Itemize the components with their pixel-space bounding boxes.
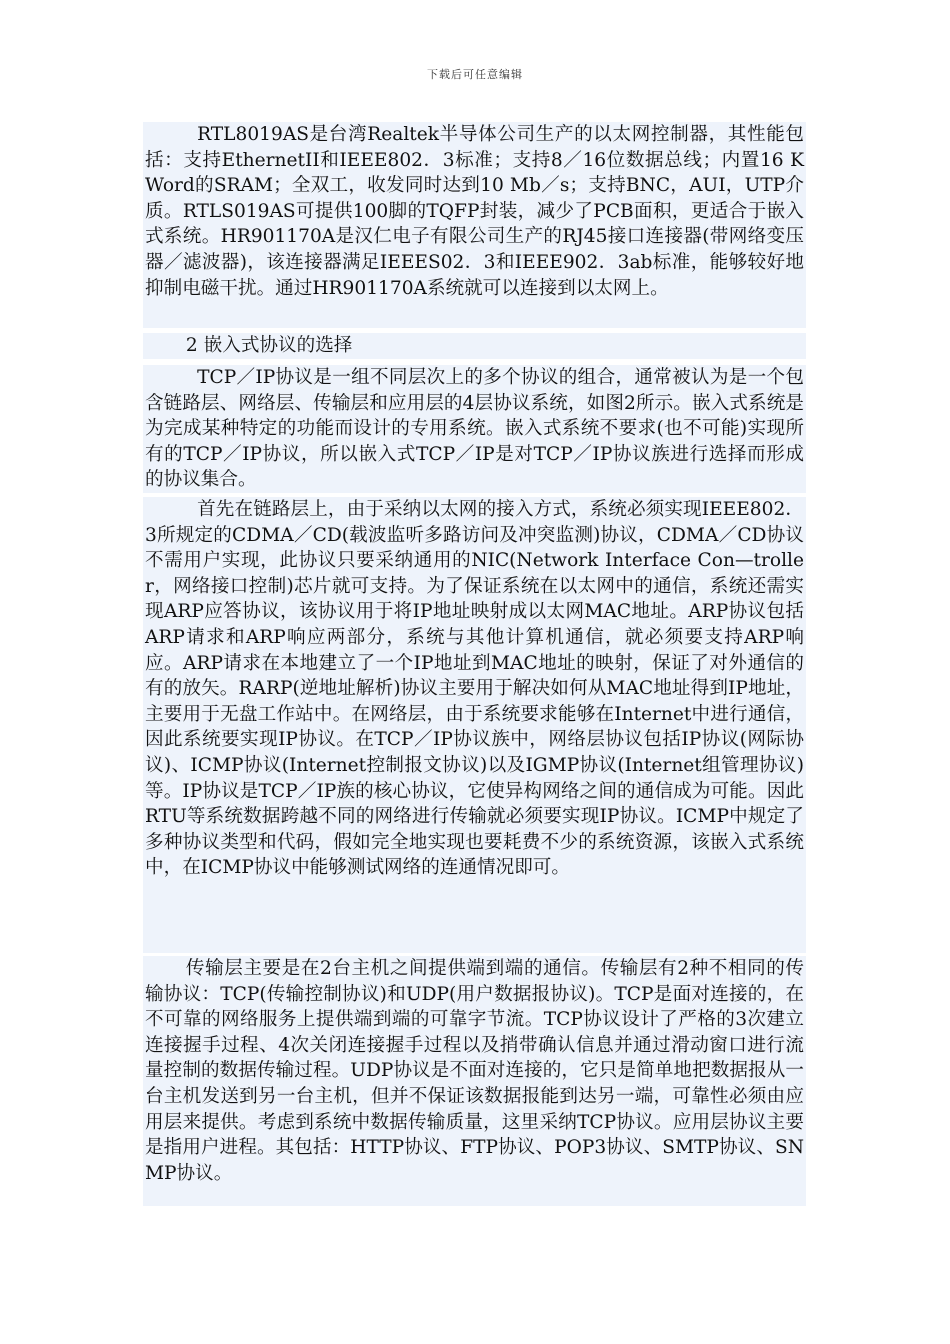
paragraph-transport-layer — [143, 956, 806, 1206]
section-heading-text: 2 嵌入式协议的选择 — [185, 335, 353, 356]
paragraph-tcp-ip — [143, 365, 806, 493]
paragraph-link-layer — [143, 497, 806, 953]
page-header: 下载后可任意编辑 — [427, 68, 523, 81]
section-heading — [143, 333, 806, 359]
paragraph-text: 首先在链路层上，由于采纳以太网的接入方式，系统必须实现IEEE802．3所规定的CDMA／CD(载波监听多路访问及冲突监测)协议，CDMA／CD协议不需用户实现，此协议只要采纳通用的NIC(Network Interface Con—troller，网络接口控制)芯片就可支持。为了保证系统在以太网中的通信，系统还需实现ARP应答协议，该协议用于将IP地址映射成以太网MAC地址。ARP协议包括ARP请求和ARP响应两部分，系统与其他计算机通信，就必须要支持ARP响应。ARP请求在本地建立了一个IP地址到MAC地址的映射，保证了对外通信的有的放矢。RARP(逆地址解析)协议主要用于解决如何从MAC地址得到IP地址，主要用于无盘工作站中。在网络层，由于系统要求能够在Internet中进行通信，因此系统要实现IP协议。在TCP／IP协议族中，网络层协议包括IP协议(网际协议)、ICMP协议(Internet控制报文协议)以及IGMP协议(Internet组管理协议)等。IP协议是TCP／IP族的核心协议，它使异构网络之间的通信成为可能。因此RTU等系统数据跨越不同的网络进行传输就必须要实现IP协议。ICMP中规定了多种协议类型和代码，假如完全地实现也要耗费不少的系统资源，该嵌入式系统中，在ICMP协议中能够测试网络的连通情况即可。 — [145, 499, 804, 879]
paragraph-text: TCP／IP协议是一组不同层次上的多个协议的组合，通常被认为是一个包含链路层、网络层、传输层和应用层的4层协议系统，如图2所示。嵌入式系统是为完成某种特定的功能而设计的专用系统。嵌入式系统不要求(也不可能)实现所有的TCP／IP协议，所以嵌入式TCP／IP是对TCP／IP协议族进行选择而形成的协议集合。 — [145, 367, 804, 491]
paragraph-text: 传输层主要是在2台主机之间提供端到端的通信。传输层有2种不相同的传输协议：TCP(传输控制协议)和UDP(用户数据报协议)。TCP是面对连接的，在不可靠的网络服务上提供端到端的可靠字节流。TCP协议设计了严格的3次建立连接握手过程、4次关闭连接握手过程以及捎带确认信息并通过滑动窗口进行流量控制的数据传输过程。UDP协议是不面对连接的，它只是简单地把数据报从一台主机发送到另一台主机，但并不保证该数据报能到达另一端，可靠性必须由应用层来提供。考虑到系统中数据传输质量，这里采纳TCP协议。应用层协议主要是指用户进程。其包括：HTTP协议、FTP协议、POP3协议、SMTP协议、SNMP协议。 — [145, 958, 804, 1184]
paragraph-text: RTL8019AS是台湾Realtek半导体公司生产的以太网控制器，其性能包括：支持EthernetII和IEEE802．3标准；支持8／16位数据总线；内置16 KWord的SRAM；全双工，收发同时达到10 Mb／s；支持BNC，AUI，UTP介质。RTLS019AS可提供100脚的TQFP封装，减少了PCB面积，更适合于嵌入式系统。HR901170A是汉仁电子有限公司生产的RJ45接口连接器(带网络变压器／滤波器)，该连接器满足IEEES02．3和IEEE902．3ab标准，能够较好地抑制电磁干扰。通过HR901170A系统就可以连接到以太网上。 — [145, 124, 804, 299]
paragraph-rtl8019as — [143, 122, 806, 328]
